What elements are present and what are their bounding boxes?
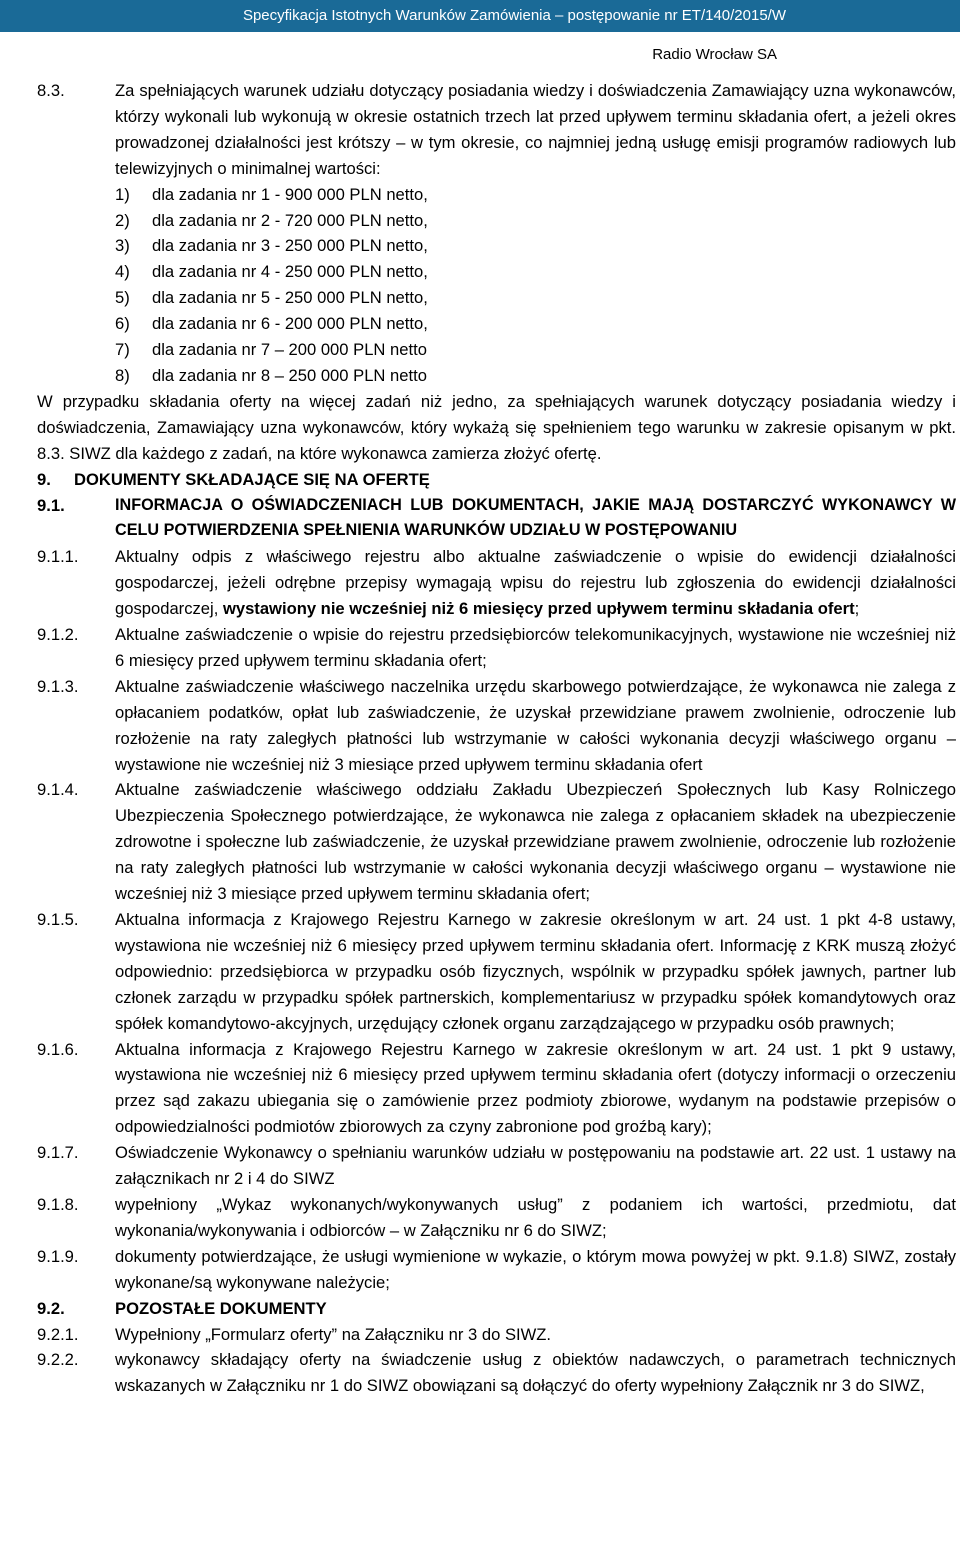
task-value-item xyxy=(37,233,956,259)
task-value-number: 6) xyxy=(115,314,130,334)
item-9-1-2 xyxy=(37,622,956,674)
item-text: Oświadczenie Wykonawcy o spełnianiu warunków udziału w postępowaniu na podstawie art. 22 ust. 1 ustawy na załącznikach nr 2 i 4 do SIWZ xyxy=(115,1143,956,1189)
task-value-number: 2) xyxy=(115,210,130,230)
section-title: POZOSTAŁE DOKUMENTY xyxy=(115,1298,327,1318)
section-8-3-note: W przypadku składania oferty na więcej zadań niż jedno, za spełniających warunek dotyczący posiadania wiedzy i doświadczenia, Zamawiający uzna wykonawców, który wykażą się spełnieniem tego warunku w zakresie opisanym w pkt. 8.3. SIWZ dla każdego z zadań, na które wykonawca zamierza złożyć ofertę. xyxy=(37,391,956,463)
item-text: wykonawcy składający oferty na świadczenie usług z obiektów nadawczych, o parametrach technicznych wskazanych w Załączniku nr 1 do SIWZ obowiązani są dołączyć do oferty wypełniony Załącznik nr 3 do SIWZ, xyxy=(115,1350,956,1396)
item-text: Aktualne zaświadczenie właściwego oddziału Zakładu Ubezpieczeń Społecznych lub Kasy Rolniczego Ubezpieczenia Społecznego potwierdzające, że wykonawca nie zalega z opłacaniem składek na ubezpieczenie zdrowotne i społeczne lub zaświadczenie, że uzyskał przewidziane prawem zwolnienie, odroczenie lub rozłożenie na raty zaległych płatności lub wstrzymanie w całości wykonania decyzji właściwego organu – wystawione nie wcześniej niż 3 miesiące przed upływem terminu składania ofert; xyxy=(115,780,956,904)
task-value-item xyxy=(37,363,956,389)
document-header-org: Radio Wrocław SA xyxy=(652,46,777,63)
section-title: INFORMACJA O OŚWIADCZENIACH LUB DOKUMENTACH, JAKIE MAJĄ DOSTARCZYĆ WYKONAWCY W CELU POTWIERDZENIA SPEŁNIENIA WARUNKÓW UDZIAŁU W POSTĘPOWANIU xyxy=(115,495,956,540)
item-9-1-9 xyxy=(37,1244,956,1296)
item-text-plain: Aktualny odpis z właściwego rejestru albo aktualne zaświadczenie o wpisie do ewidencji działalności gospodarczej, jeżeli odrębne przepisy wymagają wpisu do rejestru lub zgłoszenia do ewidencji działalności gospodarczej, xyxy=(115,547,956,619)
item-text: Aktualne zaświadczenie właściwego naczelnika urzędu skarbowego potwierdzające, że wykonawca nie zalega z opłacaniem podatków, opłat lub zaświadczenie, że uzyskał przewidziane prawem zwolnienie, odroczenie lub rozłożenie na raty zaległych płatności lub wstrzymanie w całości wykonania decyzji właściwego organu – wystawione nie wcześniej niż 3 miesiące przed upływem terminu składania ofert xyxy=(115,676,956,774)
item-text: wypełniony „Wykaz wykonanych/wykonywanych usług” z podaniem ich wartości, przedmiotu, dat wykonania/wykonywania i odbiorców – w Załączniku nr 6 do SIWZ; xyxy=(115,1194,956,1240)
task-value-item xyxy=(37,259,956,285)
item-9-1-1 xyxy=(37,544,956,622)
task-value-text: dla zadania nr 3 - 250 000 PLN netto, xyxy=(152,236,428,256)
task-value-list xyxy=(37,182,956,389)
task-value-item xyxy=(37,311,956,337)
item-number: 9.1.8. xyxy=(37,1194,79,1214)
task-value-number: 4) xyxy=(115,262,130,282)
task-value-text: dla zadania nr 5 - 250 000 PLN netto, xyxy=(152,288,428,308)
item-number: 9.2.2. xyxy=(37,1350,79,1370)
task-value-text: dla zadania nr 2 - 720 000 PLN netto, xyxy=(152,210,428,230)
section-9-1-heading xyxy=(37,493,956,545)
item-number: 9.1.5. xyxy=(37,910,79,929)
item-number: 9.1.3. xyxy=(37,676,79,696)
item-number: 9.1.7. xyxy=(37,1143,79,1163)
item-number: 9.1.4. xyxy=(37,780,79,800)
item-text: Aktualne zaświadczenie o wpisie do rejestru przedsiębiorców telekomunikacyjnych, wystawione nie wcześniej niż 6 miesięcy przed upływem terminu składania ofert; xyxy=(115,625,956,670)
task-value-text: dla zadania nr 7 – 200 000 PLN netto xyxy=(152,340,427,360)
item-9-1-8 xyxy=(37,1192,956,1244)
task-value-text: dla zadania nr 1 - 900 000 PLN netto, xyxy=(152,184,428,204)
document-header-bar xyxy=(0,0,960,32)
section-number: 9.2. xyxy=(37,1298,65,1318)
item-text-end: ; xyxy=(854,599,860,619)
task-value-number: 1) xyxy=(115,184,130,204)
section-number: 9. xyxy=(37,469,51,489)
task-value-item xyxy=(37,285,956,311)
section-9-heading xyxy=(37,467,956,493)
task-value-number: 8) xyxy=(115,365,130,385)
document-header-title: Specyfikacja Istotnych Warunków Zamówienia – postępowanie nr ET/140/2015/W xyxy=(242,7,786,24)
item-number: 9.1.1. xyxy=(37,547,79,567)
task-value-text: dla zadania nr 6 - 200 000 PLN netto, xyxy=(152,314,428,334)
item-9-2-1 xyxy=(37,1322,956,1348)
item-9-1-5 xyxy=(37,907,956,1037)
section-title: DOKUMENTY SKŁADAJĄCE SIĘ NA OFERTĘ xyxy=(74,469,430,489)
item-9-1-7 xyxy=(37,1140,956,1192)
item-number: 9.1.6. xyxy=(37,1039,79,1059)
section-8-3 xyxy=(37,78,956,182)
document-body xyxy=(37,78,956,1399)
item-text: Wypełniony „Formularz oferty” na Załączniku nr 3 do SIWZ. xyxy=(115,1324,552,1344)
item-text: Aktualna informacja z Krajowego Rejestru Karnego w zakresie określonym w art. 24 ust. 1 pkt 4-8 ustawy, wystawiona nie wcześniej niż 6 miesięcy przed upływem terminu składania ofert. Informację z KRK muszą złożyć odpowiednio: przedsiębiorca w przypadku osób fizycznych, wspólnik w przypadku spółek jawnych, partner lub członek zarządu w przypadku spółek partnerskich, komplementariusz w przypadku spółek komandytowych oraz spółek komandytowo-akcyjnych, urzędujący członek organu zarządzającego w przypadku osób prawnych; xyxy=(115,910,956,1033)
item-text: Aktualna informacja z Krajowego Rejestru Karnego w zakresie określonym w art. 24 ust. 1 pkt 9 ustawy, wystawiona nie wcześniej niż 6 miesięcy przed upływem terminu składania ofert (dotyczy informacji o orzeczeniu przez sąd zakazu ubiegania się o zamówienie przez podmioty zbiorowe, wydanym na podstawie przepisów o odpowiedzialności podmiotów zbiorowych za czyny zabronione pod groźbą kary); xyxy=(115,1039,956,1137)
section-text: Za spełniających warunek udziału dotyczący posiadania wiedzy i doświadczenia Zamawiający uzna wykonawców, którzy wykonali lub wykonują w okresie ostatnich trzech lat przed upływem terminu składania ofert, a jeżeli okres prowadzonej działalności jest krótszy – w tym okresie, co najmniej jedną usługę emisji programów radiowych lub telewizyjnych o minimalnej wartości: xyxy=(115,81,956,178)
section-number: 9.1. xyxy=(37,495,65,515)
task-value-item xyxy=(37,182,956,208)
task-value-number: 3) xyxy=(115,236,130,256)
item-text-bold: wystawiony nie wcześniej niż 6 miesięcy przed upływem terminu składania ofert xyxy=(222,599,855,619)
item-text xyxy=(115,544,956,622)
task-value-item xyxy=(37,337,956,363)
item-text: dokumenty potwierdzające, że usługi wymienione w wykazie, o którym mowa powyżej w pkt. 9.1.8) SIWZ, zostały wykonane/są wykonywane należycie; xyxy=(115,1246,956,1292)
item-number: 9.1.2. xyxy=(37,625,79,645)
task-value-item xyxy=(37,208,956,234)
task-value-text: dla zadania nr 4 - 250 000 PLN netto, xyxy=(152,262,428,282)
item-9-2-2 xyxy=(37,1347,956,1399)
item-number: 9.2.1. xyxy=(37,1324,79,1344)
item-9-1-3 xyxy=(37,674,956,778)
item-number: 9.1.9. xyxy=(37,1246,79,1266)
task-value-number: 5) xyxy=(115,288,130,308)
section-number: 8.3. xyxy=(37,81,65,100)
item-9-1-4 xyxy=(37,777,956,907)
task-value-number: 7) xyxy=(115,340,130,360)
task-value-text: dla zadania nr 8 – 250 000 PLN netto xyxy=(152,365,427,385)
item-9-1-6 xyxy=(37,1037,956,1141)
section-9-2-heading xyxy=(37,1296,956,1322)
